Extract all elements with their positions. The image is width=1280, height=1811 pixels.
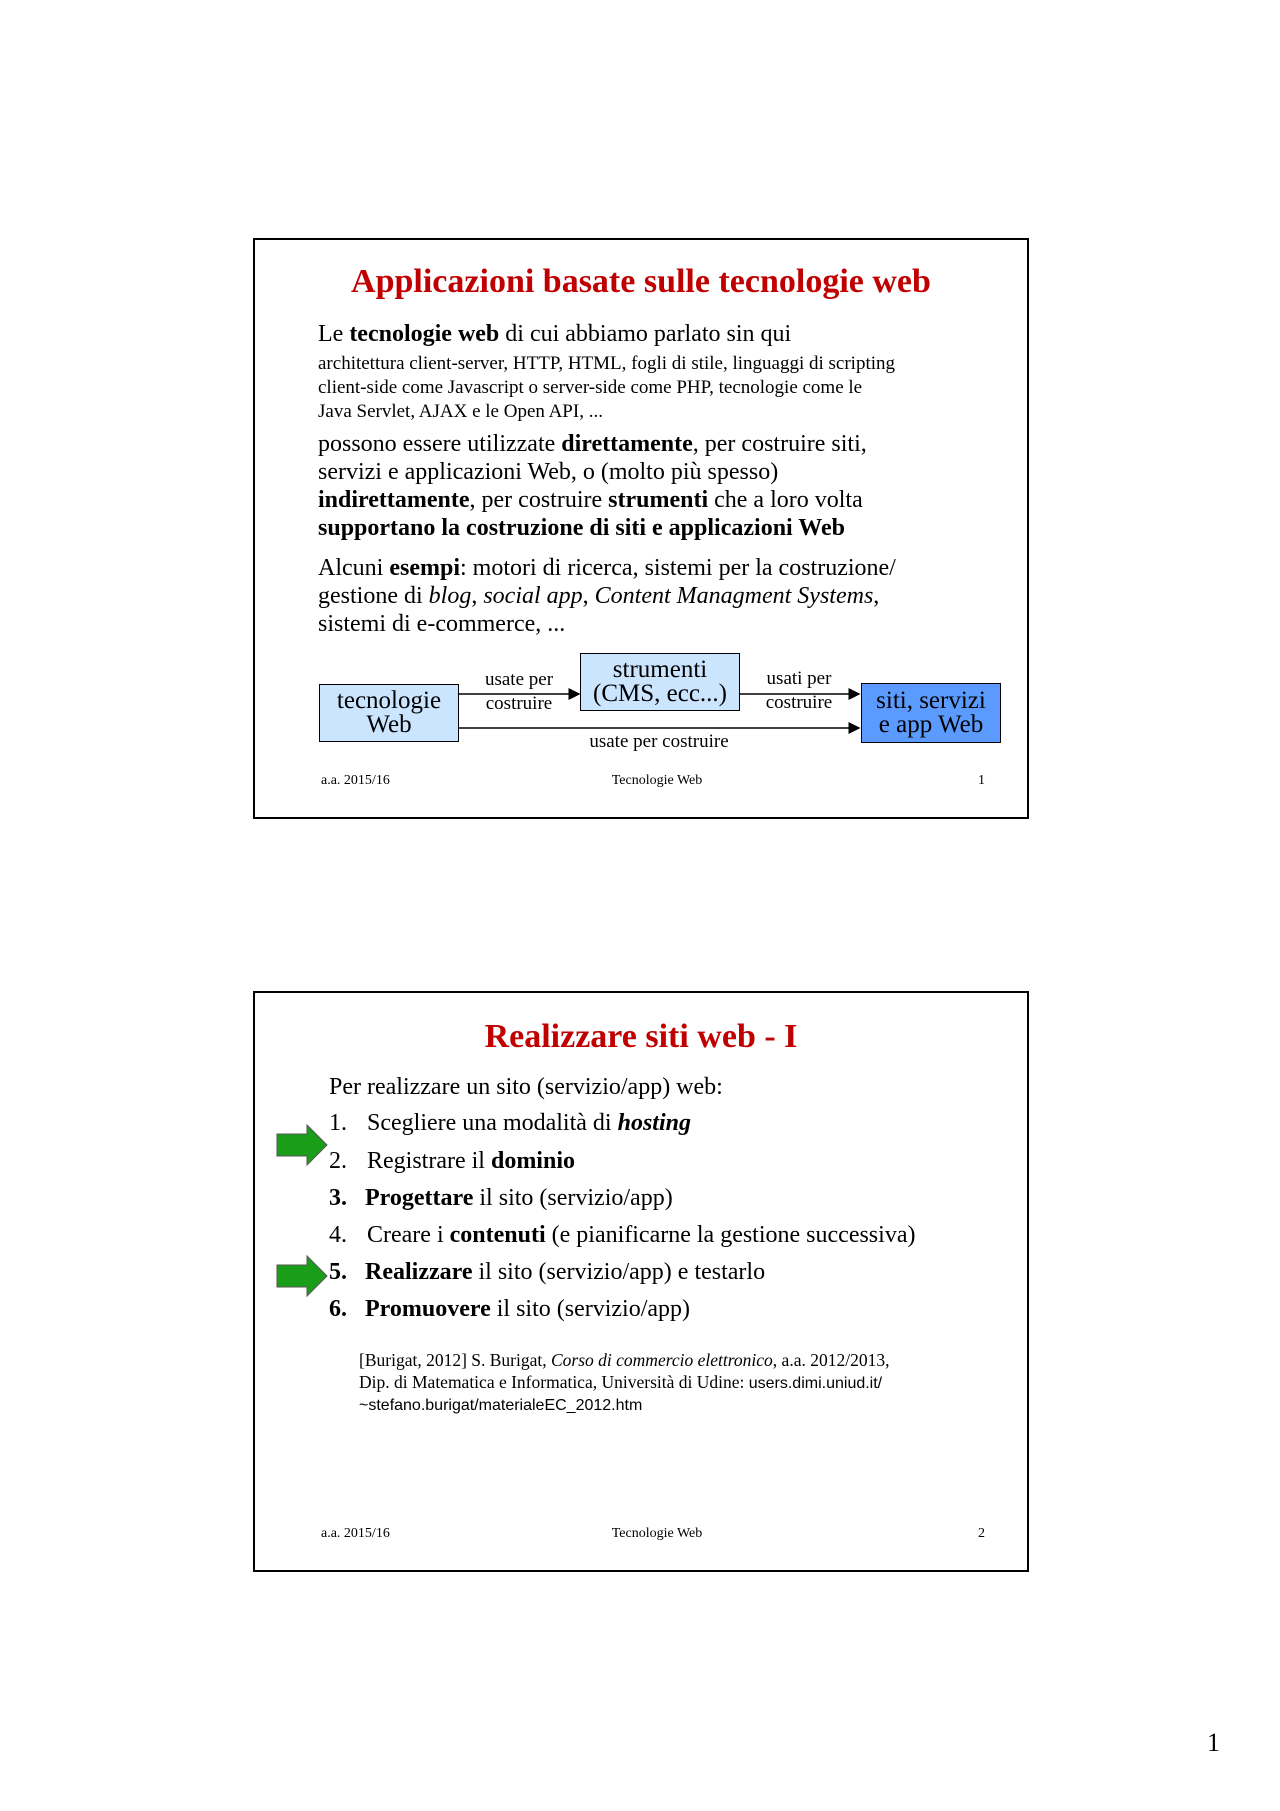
- list-item-2: 2. Registrare il dominio: [329, 1148, 575, 1174]
- label-usate-per: usate per costruire: [484, 669, 554, 714]
- footer-center: Tecnologie Web: [611, 773, 703, 788]
- para3-line-1: Alcuni esempi: motori di ricerca, sistemi per la costruzione/: [318, 555, 896, 581]
- detail-line-1: architettura client-server, HTTP, HTML, fogli di stile, linguaggi di scripting: [318, 353, 896, 374]
- footer-page-number: 1: [978, 773, 985, 788]
- footer-center: Tecnologie Web: [611, 1526, 703, 1541]
- reference-line-3: [359, 1393, 642, 1417]
- para3-line-3: sistemi di e-commerce, ...: [318, 611, 566, 637]
- footer-page-number: 2: [978, 1526, 985, 1541]
- reference-line-1: [Burigat, 2012] S. Burigat, Corso di commercio elettronico, a.a. 2012/2013,: [359, 1350, 890, 1370]
- list-item-5: 5. Realizzare il sito (servizio/app) e testarlo: [329, 1259, 766, 1285]
- box-strumenti: strumenti (CMS, ecc...): [580, 653, 740, 711]
- footer-left: a.a. 2015/16: [321, 773, 390, 788]
- para2-line-3: indirettamente, per costruire strumenti che a loro volta: [318, 487, 863, 513]
- intro-line: Le tecnologie web di cui abbiamo parlato sin qui: [318, 321, 792, 347]
- label-usate-per-costruire: usate per costruire: [589, 731, 729, 752]
- slide-title: Realizzare siti web - I: [484, 1018, 798, 1055]
- detail-line-2: client-side come Javascript o server-side come PHP, tecnologie come le: [318, 377, 863, 398]
- footer-left: a.a. 2015/16: [321, 1526, 390, 1541]
- green-arrow-icon: [277, 1125, 327, 1165]
- reference-line-2: Dip. di Matematica e Informatica, Università di Udine: users.dimi.uniud.it/: [359, 1372, 883, 1392]
- slide-2: [253, 991, 1029, 1572]
- para3-line-2: gestione di blog, social app, Content Managment Systems,: [318, 583, 880, 609]
- para2-line-1: possono essere utilizzate direttamente, per costruire siti,: [318, 431, 867, 457]
- intro-line: Per realizzare un sito (servizio/app) web:: [329, 1074, 723, 1100]
- detail-line-3: Java Servlet, AJAX e le Open API, ...: [318, 401, 603, 422]
- reference-link[interactable]: users.dimi.uniud.it/: [748, 1375, 883, 1392]
- box-tecnologie-web: tecnologie Web: [319, 684, 459, 742]
- box-siti-servizi: siti, servizi e app Web: [861, 683, 1001, 743]
- label-usati-per: usati per costruire: [765, 668, 833, 713]
- slide-1: [253, 238, 1029, 819]
- slide-title: Applicazioni basate sulle tecnologie web: [351, 263, 931, 300]
- para2-line-4: supportano la costruzione di siti e applicazioni Web: [318, 515, 845, 541]
- list-item-4: 4. Creare i contenuti (e pianificarne la gestione successiva): [329, 1222, 916, 1248]
- list-item-6: 6. Promuovere il sito (servizio/app): [329, 1296, 691, 1322]
- green-arrow-icon: [277, 1256, 327, 1296]
- list-item-1: 1. Scegliere una modalità di hosting: [329, 1110, 691, 1136]
- reference-link[interactable]: ~stefano.burigat/materialeEC_2012.htm: [359, 1397, 643, 1414]
- page-number: 1: [1207, 1728, 1220, 1757]
- para2-line-2: servizi e applicazioni Web, o (molto più spesso): [318, 459, 779, 485]
- list-item-3: 3. Progettare il sito (servizio/app): [329, 1185, 673, 1211]
